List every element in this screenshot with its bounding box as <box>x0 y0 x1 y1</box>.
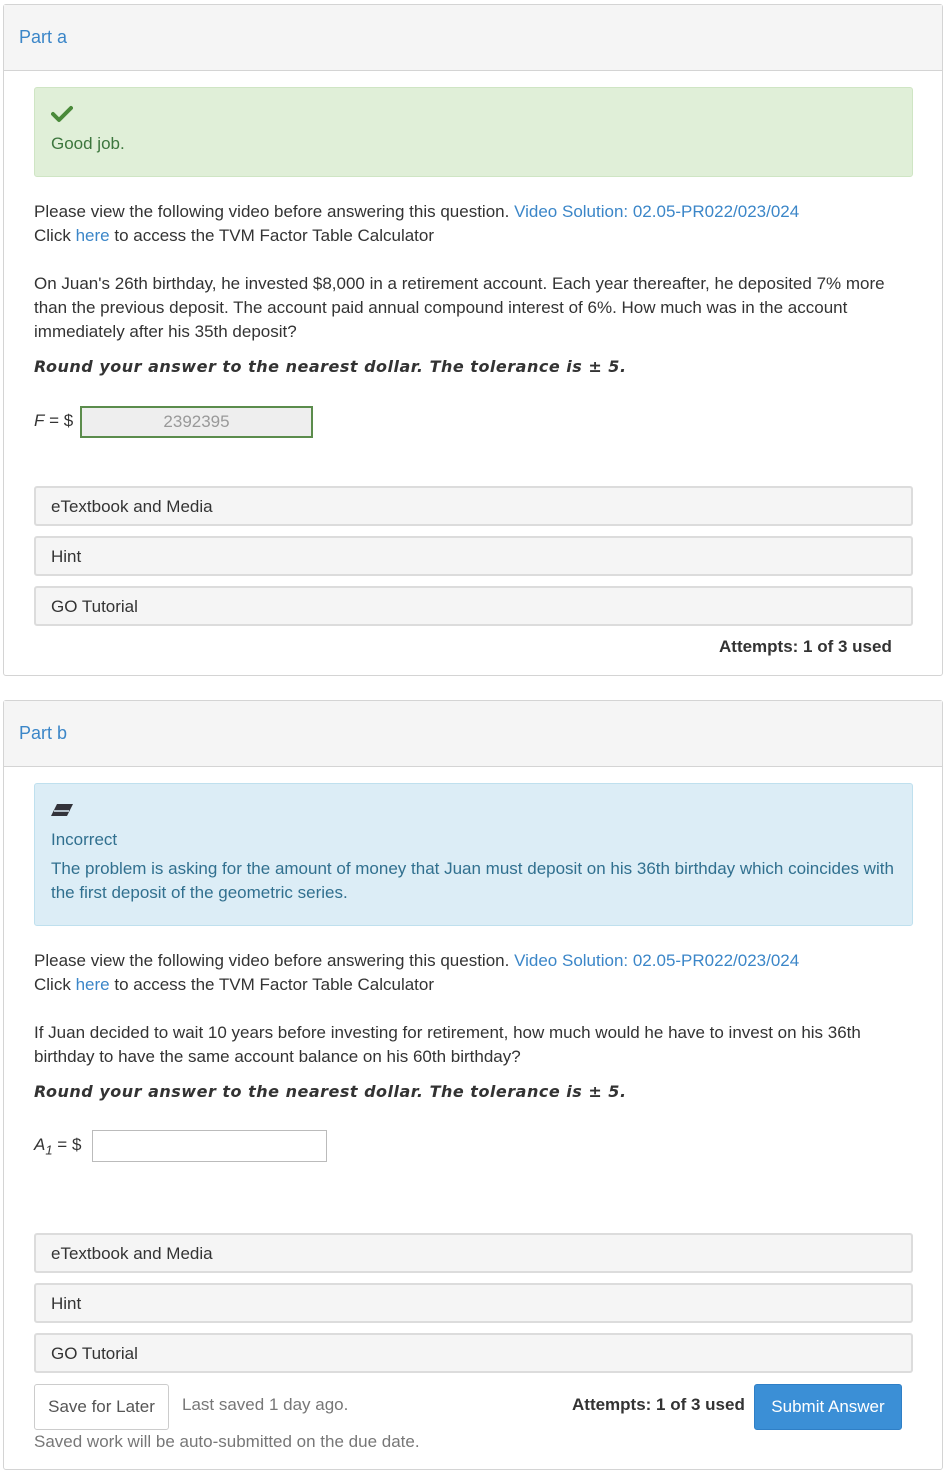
answer-input-a1[interactable] <box>92 1130 327 1162</box>
success-feedback <box>34 87 913 177</box>
go-tutorial-button[interactable] <box>34 1333 913 1373</box>
answer-variable: F <box>34 411 45 430</box>
video-solution-link[interactable]: Video Solution: 02.05-PR022/023/024 <box>514 951 800 970</box>
answer-equals: = $ <box>44 411 74 430</box>
success-message: Good job. <box>51 134 125 153</box>
part-a-title[interactable]: Part a <box>19 27 68 47</box>
go-tutorial-label: GO Tutorial <box>51 1344 138 1363</box>
hint-button[interactable] <box>34 536 913 576</box>
calculator-line <box>34 973 434 997</box>
video-line <box>34 949 799 973</box>
video-solution-link[interactable]: Video Solution: 02.05-PR022/023/024 <box>514 202 800 221</box>
rounding-instruction: Round your answer to the nearest dollar. The tolerance is ± 5. <box>34 357 627 376</box>
click-suffix: to access the TVM Factor Table Calculator <box>114 226 435 245</box>
auto-submit-note: Saved work will be auto-submitted on the due date. <box>34 1432 420 1451</box>
go-tutorial-button[interactable] <box>34 586 913 626</box>
part-a-header <box>4 5 942 71</box>
attempts-counter: Attempts: 1 of 3 used <box>719 637 892 656</box>
click-suffix: to access the TVM Factor Table Calculator <box>114 975 435 994</box>
question-text: On Juan's 26th birthday, he invested $8,000 in a retirement account. Each year thereafter, he deposited 7% more than the previous deposit. The account paid annual compound interest of 6%. How much was in the account immediately after his 35th deposit? <box>34 274 885 341</box>
answer-subscript: 1 <box>45 1142 53 1158</box>
part-a-panel <box>3 4 943 676</box>
question-text: If Juan decided to wait 10 years before investing for retirement, how much would he have to invest on his 36th birthday to have the same account balance on his 60th birthday? <box>34 1023 861 1066</box>
answer-label <box>34 411 73 431</box>
video-prompt: Please view the following video before answering this question. <box>34 202 510 221</box>
last-saved-text: Last saved 1 day ago. <box>182 1395 349 1414</box>
eraser-icon <box>50 803 74 817</box>
part-b-title[interactable]: Part b <box>19 723 68 743</box>
etextbook-button[interactable] <box>34 1233 913 1273</box>
incorrect-feedback <box>34 783 913 926</box>
hint-button[interactable] <box>34 1283 913 1323</box>
part-b-header <box>4 701 942 767</box>
video-line <box>34 200 799 224</box>
video-prompt: Please view the following video before answering this question. <box>34 951 510 970</box>
calculator-line <box>34 224 434 248</box>
answer-equals: = $ <box>52 1135 82 1154</box>
hint-label: Hint <box>51 547 82 566</box>
attempts-counter: Attempts: 1 of 3 used <box>572 1395 745 1414</box>
check-icon <box>51 105 73 123</box>
calculator-link[interactable]: here <box>75 975 110 994</box>
submit-answer-button[interactable]: Submit Answer <box>754 1384 902 1430</box>
hint-label: Hint <box>51 1294 82 1313</box>
save-for-later-button[interactable]: Save for Later <box>34 1384 169 1430</box>
go-tutorial-label: GO Tutorial <box>51 597 138 616</box>
etextbook-label: eTextbook and Media <box>51 497 213 516</box>
answer-label <box>34 1135 81 1157</box>
rounding-instruction: Round your answer to the nearest dollar. The tolerance is ± 5. <box>34 1082 627 1101</box>
etextbook-button[interactable] <box>34 486 913 526</box>
answer-variable: A <box>34 1135 46 1154</box>
part-b-panel <box>3 700 943 1470</box>
answer-input-f[interactable]: 2392395 <box>80 406 313 438</box>
click-prefix: Click <box>34 226 71 245</box>
calculator-link[interactable]: here <box>75 226 110 245</box>
incorrect-message: The problem is asking for the amount of money that Juan must deposit on his 36th birthday which coincides with the first deposit of the geometric series. <box>51 859 894 902</box>
click-prefix: Click <box>34 975 71 994</box>
incorrect-title: Incorrect <box>51 830 118 849</box>
etextbook-label: eTextbook and Media <box>51 1244 213 1263</box>
